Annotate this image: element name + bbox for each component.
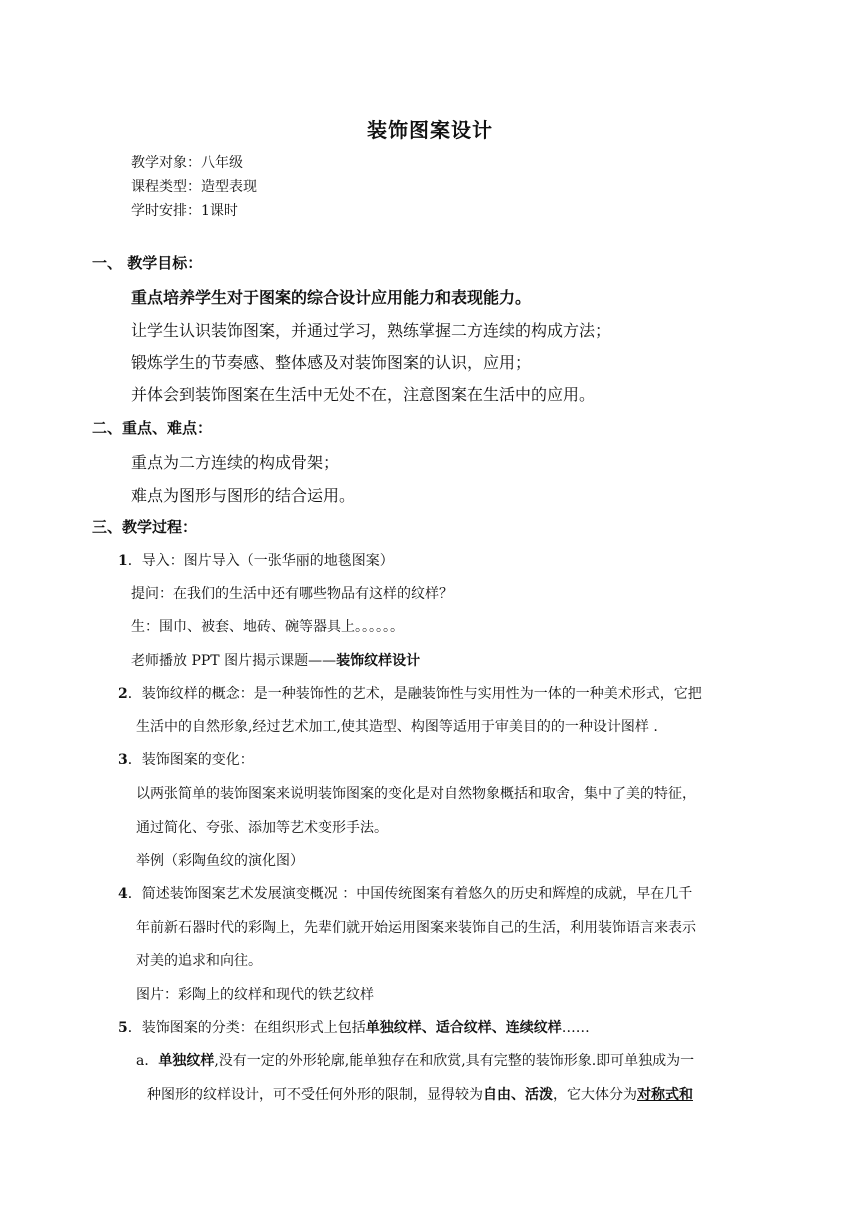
step-4-line2: 年前新石器时代的彩陶上，先辈们就开始运用图案来装饰自己的生活，利用装饰语言来表示 [136,920,696,936]
step-2-text-line2: 生活中的自然形象,经过艺术加工,使其造型、构图等适用于审美目的的一种设计图样 . [136,719,658,735]
step-2-number: 2 [118,686,128,702]
objective-3: 锻炼学生的节奏感、整体感及对装饰图案的认识，应用； [131,353,532,372]
section-1-heading: 一、 教学目标： [92,254,203,272]
step-3 [118,749,254,769]
section-2-heading: 二、重点、难点： [92,419,213,437]
meta-teaching-object: 教学对象：八年级 [131,155,243,171]
step-3-example: 举例（彩陶鱼纹的演化图） [136,853,304,869]
step-4-line1: ．简述装饰图案艺术发展演变概况 ：中国传统图案有着悠久的历史和辉煌的成就，早在几千 [127,886,693,902]
step-1-answer: 生：围巾、被套、地砖、碗等器具上。。。。。。 [131,619,404,635]
step-5-categories: 单独纹样、适合纹样、连续纹样 [365,1020,562,1036]
meta-time: 学时安排：1课时 [131,203,238,219]
step-5-ellipsis: …… [561,1020,590,1036]
step-5a-line2-mid: ，它大体分为 [553,1087,637,1103]
step-4 [118,883,692,903]
step-5-text: ．装饰图案的分类：在组织形式上包括 [127,1020,366,1036]
step-5a-label: a． [136,1053,159,1069]
step-2-text-line1: ．装饰纹样的概念：是一种装饰性的艺术，是融装饰性与实用性为一体的一种美术形式，它把 [127,686,702,702]
step-1-number: 1 [118,553,128,569]
difficulty: 难点为图形与图形的结合运用。 [131,486,356,505]
step-3-number: 3 [118,752,128,768]
step-1-text: ．导入：图片导入（一张华丽的地毯图案） [127,553,394,569]
objective-2: 让学生认识装饰图案，并通过学习，熟练掌握二方连续的构成方法； [131,321,612,340]
step-5a-line2-bold: 自由、活泼 [483,1087,553,1103]
section-3-heading: 三、教学过程： [92,518,198,536]
objective-1: 重点培养学生对于图案的综合设计应用能力和表现能力。 [131,288,532,307]
step-5a-line2-underlined: 对称式和 [637,1087,693,1103]
step-1-topic-text: 老师播放 PPT 图片揭示课题—— [131,653,337,669]
step-1 [118,550,394,570]
step-4-number: 4 [118,886,128,902]
step-4-image-note: 图片：彩陶上的纹样和现代的铁艺纹样 [136,987,374,1003]
keypoint: 重点为二方连续的构成骨架； [131,453,340,472]
step-5a-line1 [136,1050,694,1070]
step-3-line2: 通过简化、夸张、添加等艺术变形手法。 [136,820,388,836]
step-2 [118,683,702,703]
meta-course-type: 课程类型：造型表现 [131,179,257,195]
step-4-line3: 对美的追求和向往。 [136,953,262,969]
step-5 [118,1017,590,1037]
step-5a-line2-text: 种图形的纹样设计，可不受任何外形的限制，显得较为 [147,1087,483,1103]
step-1-question: 提问：在我们的生活中还有哪些物品有这样的纹样？ [131,586,453,602]
step-1-topic [131,650,420,670]
step-3-line1: 以两张简单的装饰图案来说明装饰图案的变化是对自然物象概括和取舍，集中了美的特征， [136,786,696,802]
step-5a-text: ,没有一定的外形轮廓,能单独存在和欣赏,具有完整的装饰形象.即可单独成为一 [214,1053,695,1069]
step-5a-line2 [147,1084,693,1104]
step-5-number: 5 [118,1020,128,1036]
step-3-text: ．装饰图案的变化： [127,752,254,768]
step-5a-term: 单独纹样 [158,1053,215,1069]
step-1-topic-title: 装饰纹样设计 [336,653,421,669]
objective-4: 并体会到装饰图案在生活中无处不在，注意图案在生活中的应用。 [131,385,596,404]
page-title: 装饰图案设计 [367,118,493,142]
